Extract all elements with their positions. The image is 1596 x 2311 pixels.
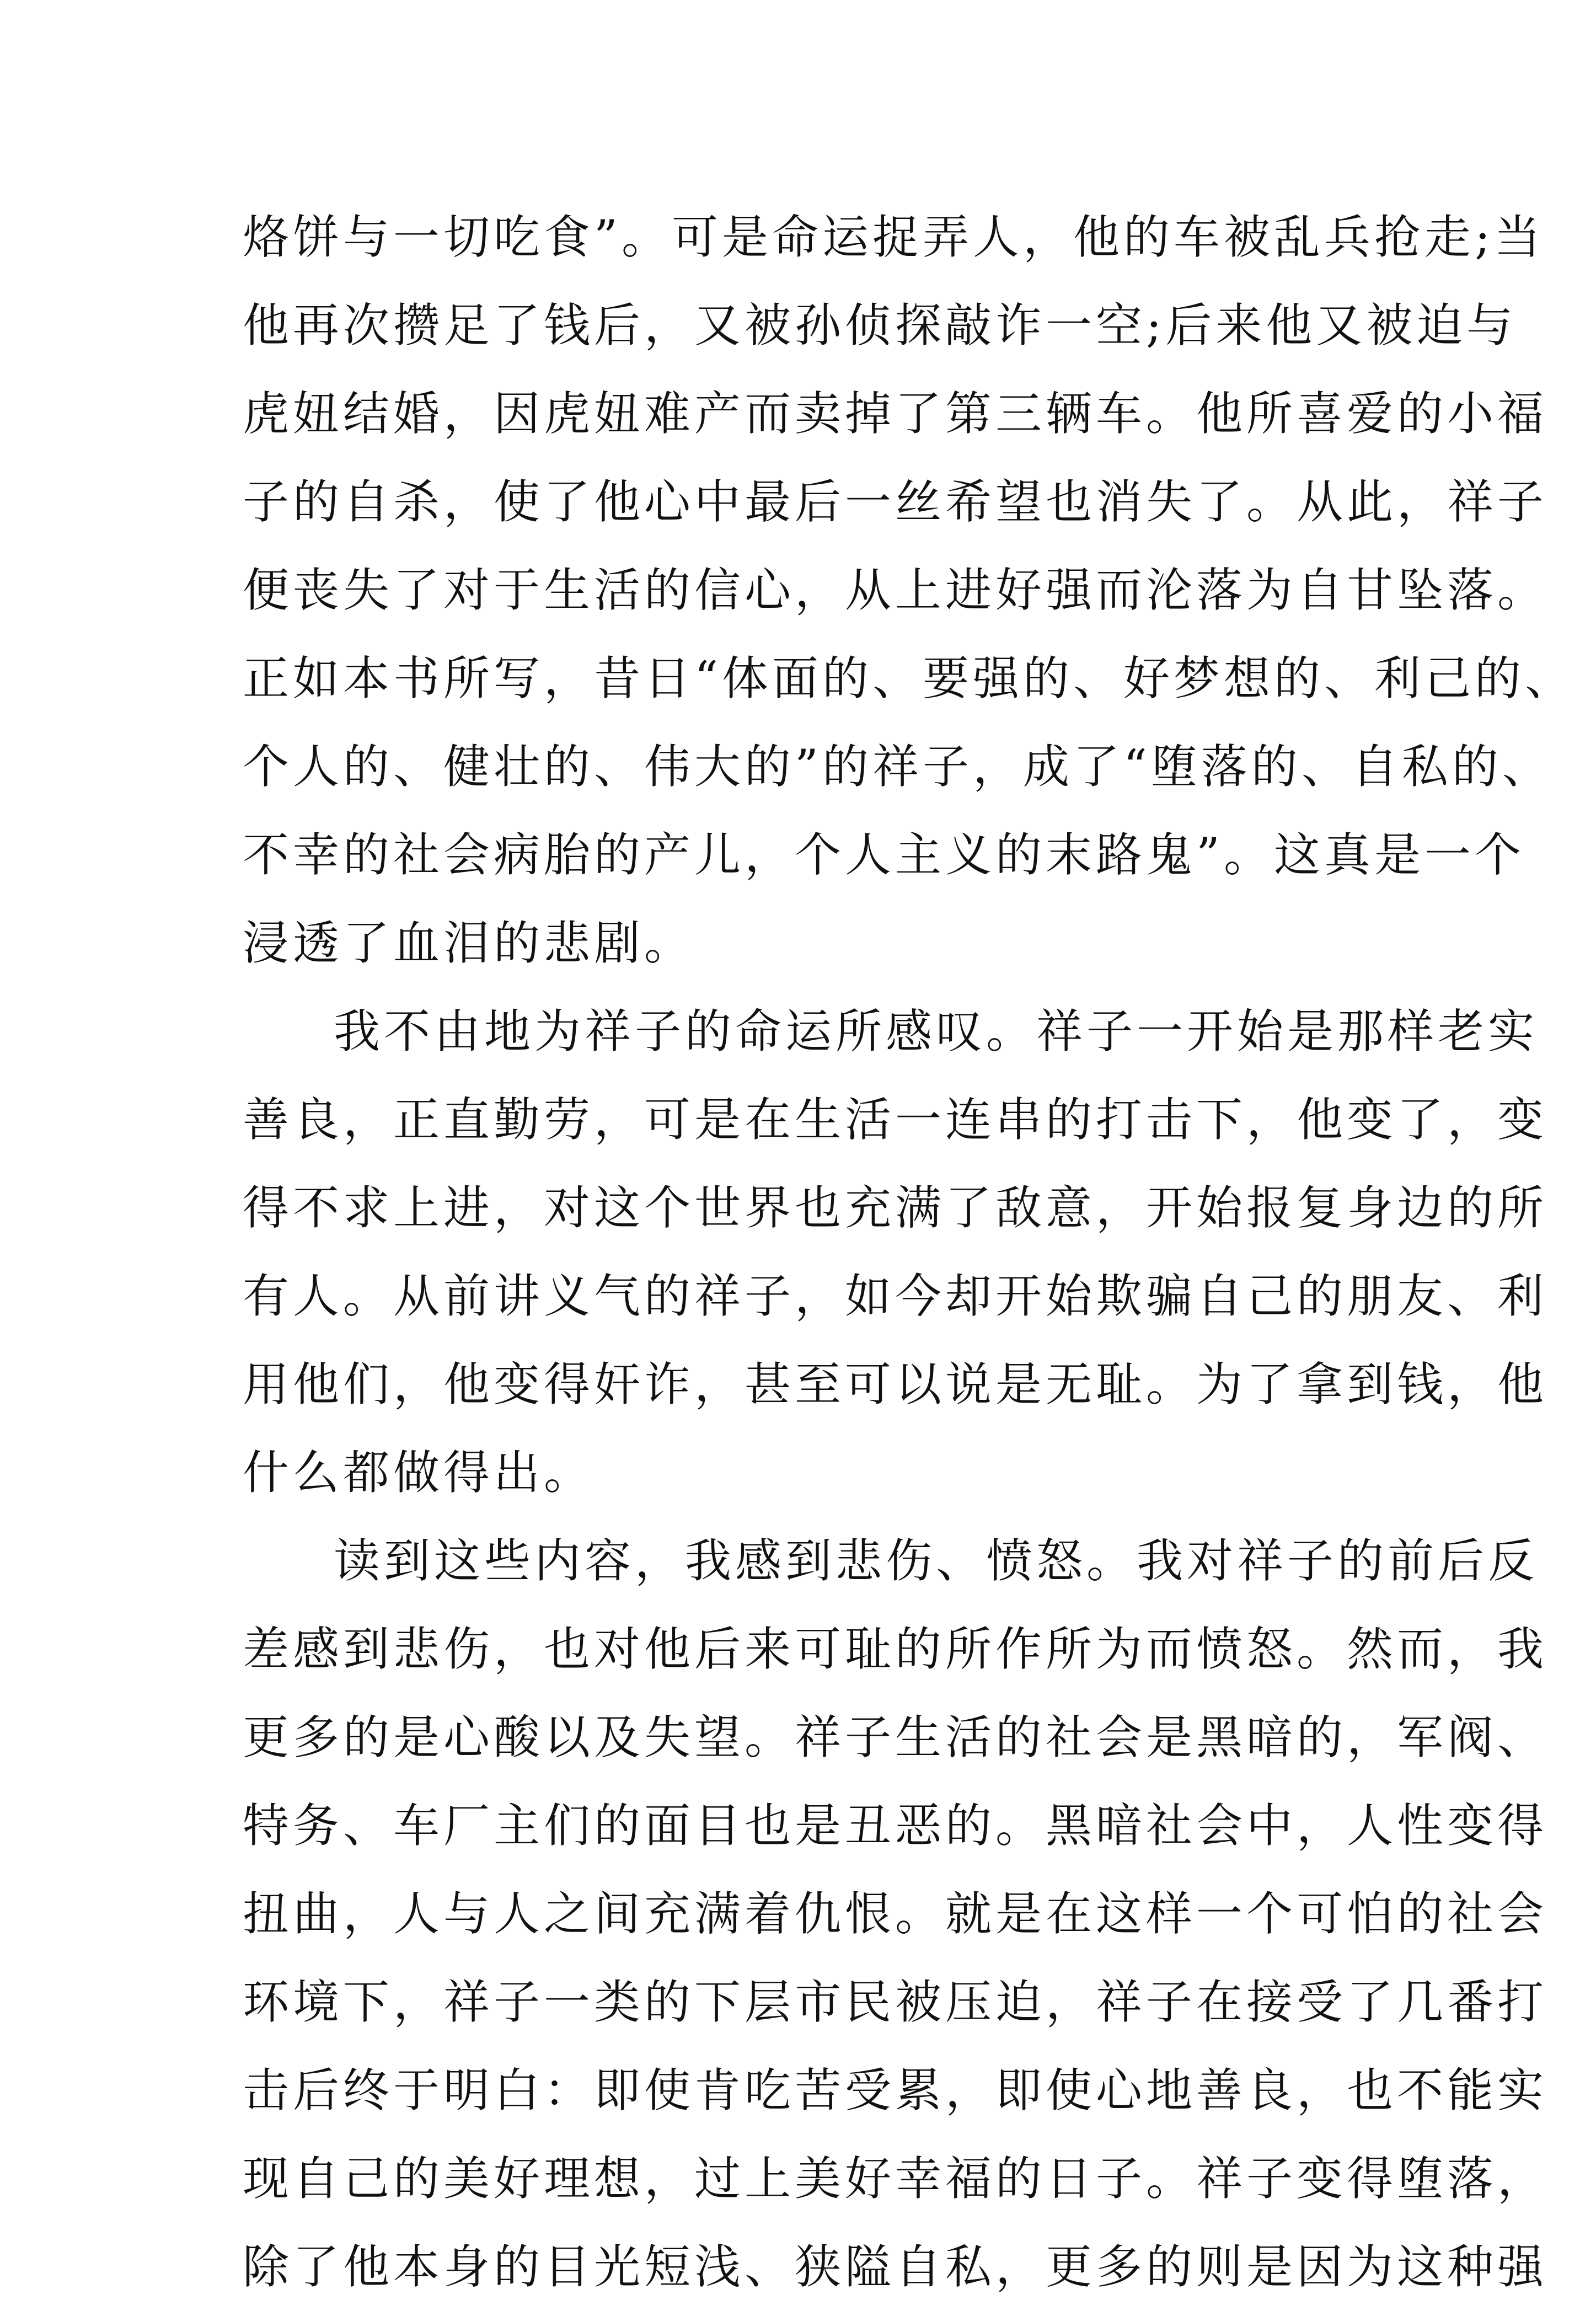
text-line: 虎妞结婚，因虎妞难产而卖掉了第三辆车。他所喜爱的小福	[243, 387, 1548, 441]
text-line: 环境下，祥子一类的下层市民被压迫，祥子在接受了几番打	[243, 1975, 1548, 2029]
paragraph-2	[243, 987, 1548, 1517]
paragraph-1	[243, 193, 1575, 987]
text-line: 现自己的美好理想，过上美好幸福的日子。祥子变得堕落，	[243, 2152, 1548, 2206]
text-line: 除了他本身的目光短浅、狭隘自私，更多的则是因为这种强	[243, 2240, 1548, 2294]
text-line: 烙饼与一切吃食”。可是命运捉弄人，他的车被乱兵抢走;当	[243, 210, 1545, 264]
body-text	[243, 193, 1575, 2311]
paragraph-3	[243, 1517, 1548, 2311]
text-line: 扭曲，人与人之间充满着仇恨。就是在这样一个可怕的社会	[243, 1887, 1548, 1941]
text-line: 不幸的社会病胎的产儿，个人主义的末路鬼”。这真是一个	[243, 828, 1525, 882]
text-line: 我不由地为祥子的命运所感叹。祥子一开始是那样老实	[334, 1004, 1539, 1058]
text-line: 浸透了血泪的悲剧。	[243, 916, 695, 970]
text-line: 善良，正直勤劳，可是在生活一连串的打击下，他变了，变	[243, 1093, 1548, 1147]
text-line: 正如本书所写，昔日“体面的、要强的、好梦想的、利己的、	[243, 651, 1575, 705]
text-line: 便丧失了对于生活的信心，从上进好强而沦落为自甘坠落。	[243, 563, 1548, 617]
text-line: 更多的是心酸以及失望。祥子生活的社会是黑暗的，军阀、	[243, 1710, 1548, 1764]
text-line: 有人。从前讲义气的祥子，如今却开始欺骗自己的朋友、利	[243, 1269, 1548, 1323]
text-line: 子的自杀，使了他心中最后一丝希望也消失了。从此，祥子	[243, 475, 1548, 529]
text-line: 个人的、健壮的、伟大的”的祥子，成了“堕落的、自私的、	[243, 740, 1552, 794]
text-line: 他再次攒足了钱后，又被孙侦探敲诈一空;后来他又被迫与	[243, 298, 1517, 352]
text-line: 读到这些内容，我感到悲伤、愤怒。我对祥子的前后反	[334, 1534, 1539, 1588]
text-line: 击后终于明白：即使肯吃苦受累，即使心地善良，也不能实	[243, 2063, 1548, 2117]
text-line: 得不求上进，对这个世界也充满了敌意，开始报复身边的所	[243, 1181, 1548, 1235]
text-line: 差感到悲伤，也对他后来可耻的所作所为而愤怒。然而，我	[243, 1622, 1548, 1676]
text-line: 特务、车厂主们的面目也是丑恶的。黑暗社会中，人性变得	[243, 1799, 1548, 1853]
text-line: 什么都做得出。	[243, 1446, 595, 1500]
text-line: 用他们，他变得奸诈，甚至可以说是无耻。为了拿到钱，他	[243, 1357, 1548, 1411]
